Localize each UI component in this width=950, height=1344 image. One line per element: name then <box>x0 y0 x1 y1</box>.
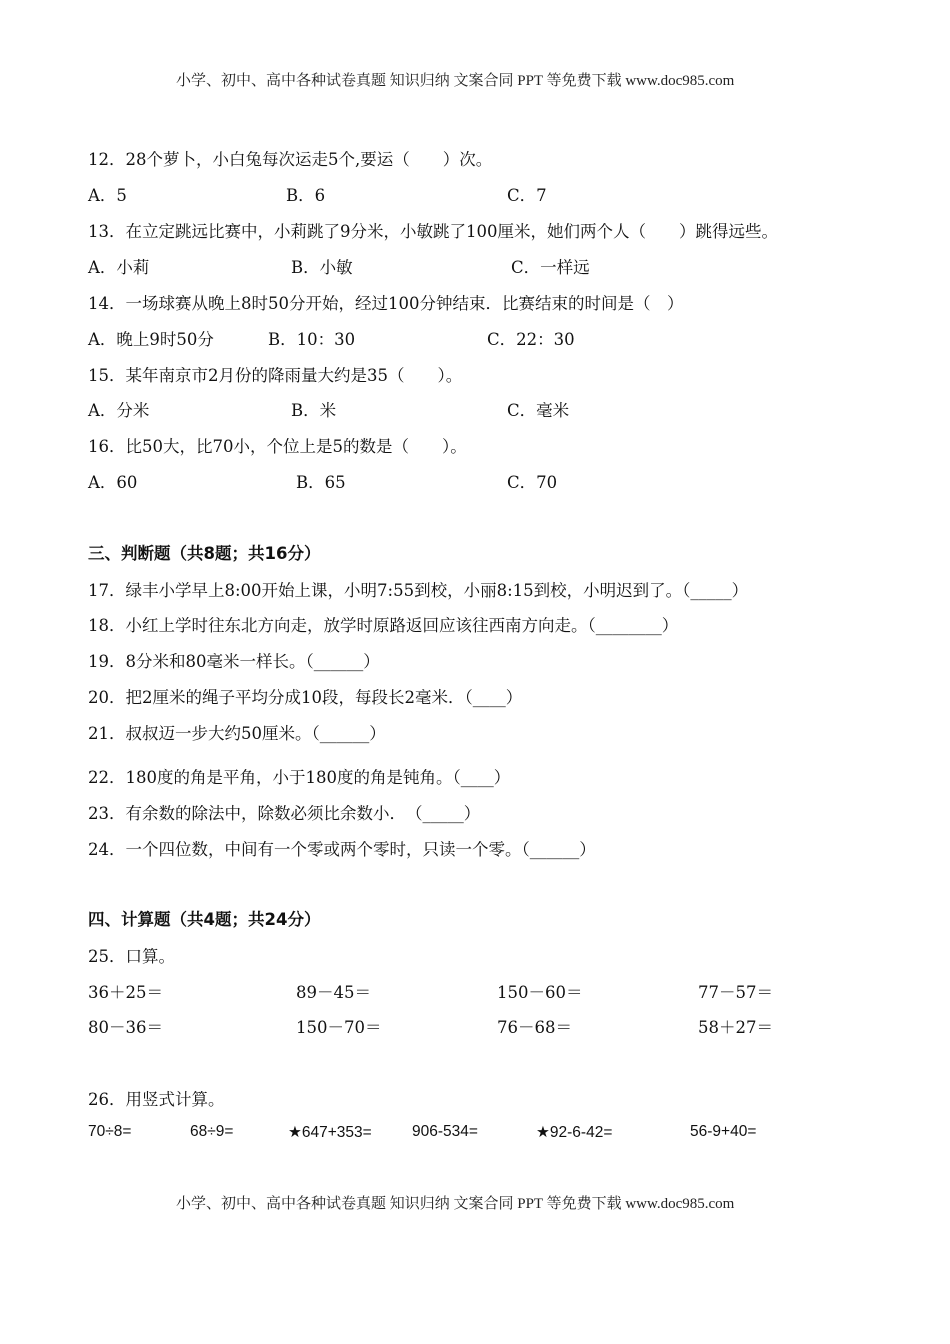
oral-calc-item: 58＋27＝ <box>698 1018 773 1037</box>
question-19: 19．8分米和80毫米一样长。（______） <box>88 652 380 671</box>
question-13-option-c: C．一样远 <box>511 258 590 277</box>
question-12-option-c: C．7 <box>507 186 547 205</box>
question-22: 22．180度的角是平角，小于180度的角是钝角。（____） <box>88 768 511 787</box>
oral-calc-item: 36＋25＝ <box>88 983 163 1002</box>
question-15-option-a: A．分米 <box>88 401 150 420</box>
question-16: 16．比50大，比70小，个位上是5的数是（ ）。 <box>88 437 467 456</box>
question-24: 24．一个四位数，中间有一个零或两个零时，只读一个零。（______） <box>88 840 596 859</box>
question-16-option-a: A．60 <box>88 473 138 492</box>
oral-calc-item: 150－60＝ <box>497 983 583 1002</box>
oral-calc-item: 89－45＝ <box>296 983 371 1002</box>
oral-calc-item: 76－68＝ <box>497 1018 572 1037</box>
oral-calc-item: 80－36＝ <box>88 1018 163 1037</box>
vertical-calc-item: 56-9+40= <box>690 1123 757 1140</box>
section-3-title: 三、判断题（共8题；共16分） <box>88 544 321 563</box>
vertical-calc-item: ★92-6-42= <box>536 1124 613 1141</box>
question-14-option-c: C．22：30 <box>487 330 575 349</box>
vertical-calc-item: 70÷8= <box>88 1123 132 1140</box>
question-12-option-a: A．5 <box>88 186 127 205</box>
question-13-option-a: A．小莉 <box>88 258 150 277</box>
question-25: 25．口算。 <box>88 947 175 966</box>
question-15-option-c: C．毫米 <box>507 401 570 420</box>
vertical-calc-item: ★647+353= <box>288 1124 372 1141</box>
question-13-option-b: B．小敏 <box>291 258 353 277</box>
question-21: 21．叔叔迈一步大约50厘米。（______） <box>88 724 386 743</box>
oral-calc-item: 150－70＝ <box>296 1018 382 1037</box>
page-footer: 小学、初中、高中各种试卷真题 知识归纳 文案合同 PPT 等免费下载 www.doc985.com <box>176 1196 735 1212</box>
vertical-calc-item: 68÷9= <box>190 1123 234 1140</box>
question-16-option-b: B．65 <box>296 473 346 492</box>
question-20: 20．把2厘米的绳子平均分成10段，每段长2毫米．（____） <box>88 688 523 707</box>
section-4-title: 四、计算题（共4题；共24分） <box>88 910 321 929</box>
oral-calc-item: 77－57＝ <box>698 983 773 1002</box>
question-14-option-b: B．10：30 <box>268 330 356 349</box>
question-26: 26．用竖式计算。 <box>88 1090 225 1109</box>
question-14: 14．一场球赛从晚上8时50分开始，经过100分钟结束．比赛结束的时间是（ ） <box>88 294 684 313</box>
question-12-option-b: B．6 <box>286 186 326 205</box>
question-18: 18．小红上学时往东北方向走，放学时原路返回应该往西南方向走。（________） <box>88 616 679 635</box>
question-23: 23．有余数的除法中，除数必须比余数小． （_____） <box>88 804 481 823</box>
question-17: 17．绿丰小学早上8:00开始上课，小明7:55到校，小丽8:15到校，小明迟到了。（_____） <box>88 581 749 600</box>
question-16-option-c: C．70 <box>507 473 558 492</box>
question-13: 13．在立定跳远比赛中，小莉跳了9分米，小敏跳了100厘米，她们两个人（ ）跳得远些。 <box>88 222 778 241</box>
question-15-option-b: B．米 <box>291 401 337 420</box>
vertical-calc-item: 906-534= <box>412 1123 478 1140</box>
page-header: 小学、初中、高中各种试卷真题 知识归纳 文案合同 PPT 等免费下载 www.doc985.com <box>176 73 735 89</box>
question-15: 15．某年南京市2月份的降雨量大约是35（ ）。 <box>88 366 463 385</box>
question-12: 12．28个萝卜，小白兔每次运走5个,要运（ ）次。 <box>88 150 493 169</box>
question-14-option-a: A．晚上9时50分 <box>88 330 214 349</box>
